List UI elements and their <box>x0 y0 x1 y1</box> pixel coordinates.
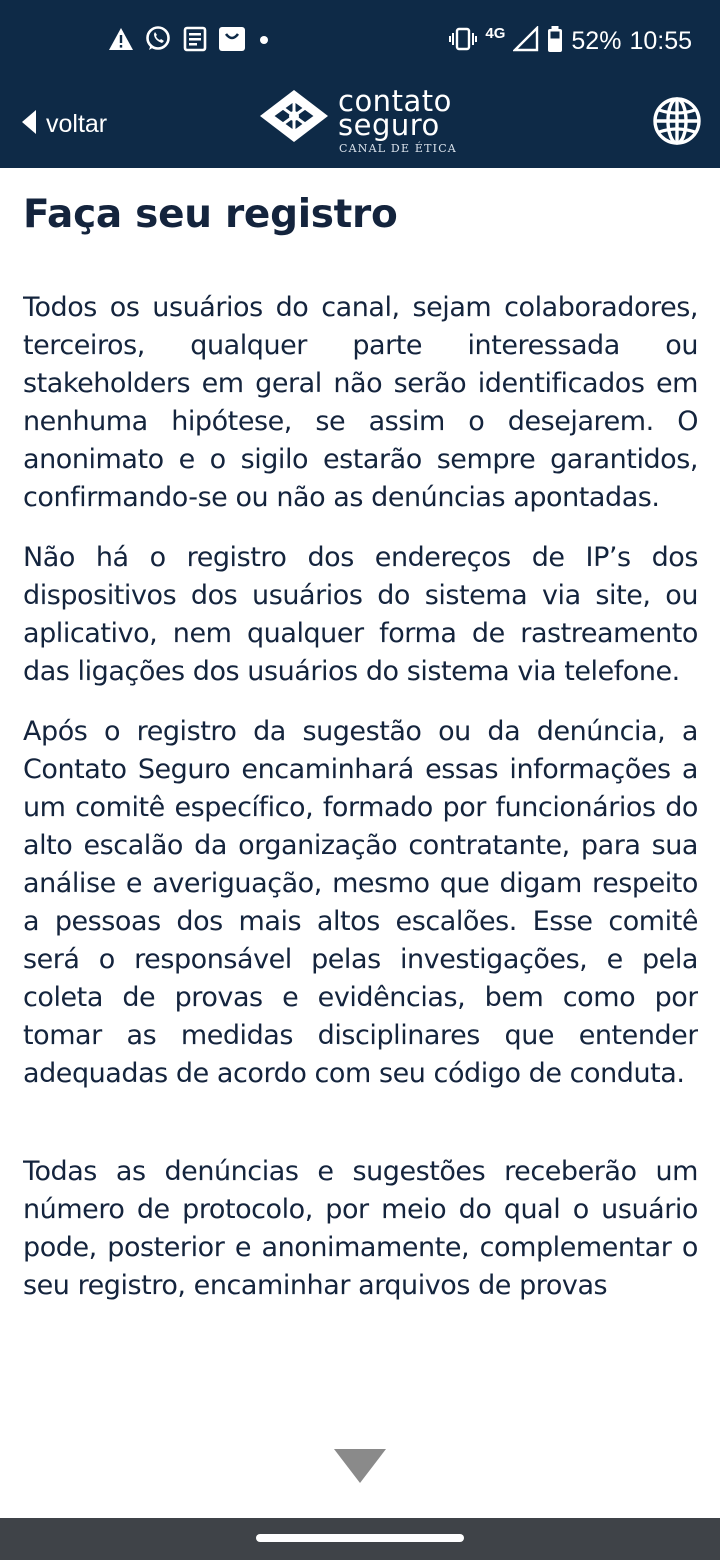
logo-word-2: seguro <box>338 108 440 142</box>
bag-icon <box>218 26 246 56</box>
notification-icons <box>108 26 272 56</box>
language-button[interactable] <box>652 96 702 146</box>
news-icon <box>182 26 208 56</box>
globe-icon <box>652 96 702 150</box>
vibrate-icon <box>449 27 477 55</box>
logo-tagline: CANAL DE ÉTICA <box>339 142 457 155</box>
whatsapp-icon <box>144 25 172 57</box>
back-button[interactable] <box>20 104 107 144</box>
paragraph-ip-tracking: Não há o registro dos endereços de IP’s dos dispositivos dos usuários do sistema via site, ou aplicativo, nem qualquer forma de rastreamento das ligações dos usuários do sistema via telefone. <box>23 542 698 687</box>
network-type: 4G <box>485 24 506 42</box>
logo-word-1: contato <box>338 84 452 118</box>
battery-icon <box>547 25 563 57</box>
warning-icon <box>108 27 134 55</box>
scroll-down-arrow[interactable] <box>333 1448 387 1484</box>
status-bar <box>0 0 720 82</box>
page-title: Faça seu registro <box>23 192 398 237</box>
contato-seguro-logo <box>258 84 468 164</box>
triangle-down-icon <box>333 1448 387 1488</box>
system-status <box>449 24 692 58</box>
clock: 10:55 <box>629 26 692 55</box>
paragraph-anonymity: Todos os usuários do canal, sejam colaboradores, terceiros, qualquer parte interessada ou stakeholders em geral não serão identificados em nenhuma hipótese, se assim o desejarem. O anonimato e o sigilo estarão sempre garantidos, confirmando-se ou não as denúncias apontadas. <box>23 292 698 513</box>
dot-icon <box>256 26 272 56</box>
paragraph-committee: Após o registro da sugestão ou da denúncia, a Contato Seguro encaminhará essas informações a um comitê específico, formado por funcionários do alto escalão da organização contratante, para sua análise e averiguação, mesmo que digam respeito a pessoas dos mais altos escalões. Esse comitê será o responsável pelas investigações, e pela coleta de provas e evidências, bem como por tomar as medidas disciplinares que entender adequadas de acordo com seu código de conduta. <box>23 716 698 1089</box>
signal-icon <box>513 26 539 56</box>
registration-info-content[interactable] <box>23 168 698 1418</box>
paragraph-protocol: Todas as denúncias e sugestões receberão um número de protocolo, por meio do qual o usuário pode, posterior e anonimamente, complementar o seu registro, encaminhar arquivos de provas <box>23 1156 698 1301</box>
battery-level: 52% <box>571 26 622 55</box>
back-label: voltar <box>46 109 108 138</box>
chevron-left-icon <box>20 109 38 139</box>
home-gesture-handle[interactable] <box>256 1534 464 1542</box>
app-header <box>0 82 720 168</box>
system-nav-bar <box>0 1518 720 1560</box>
